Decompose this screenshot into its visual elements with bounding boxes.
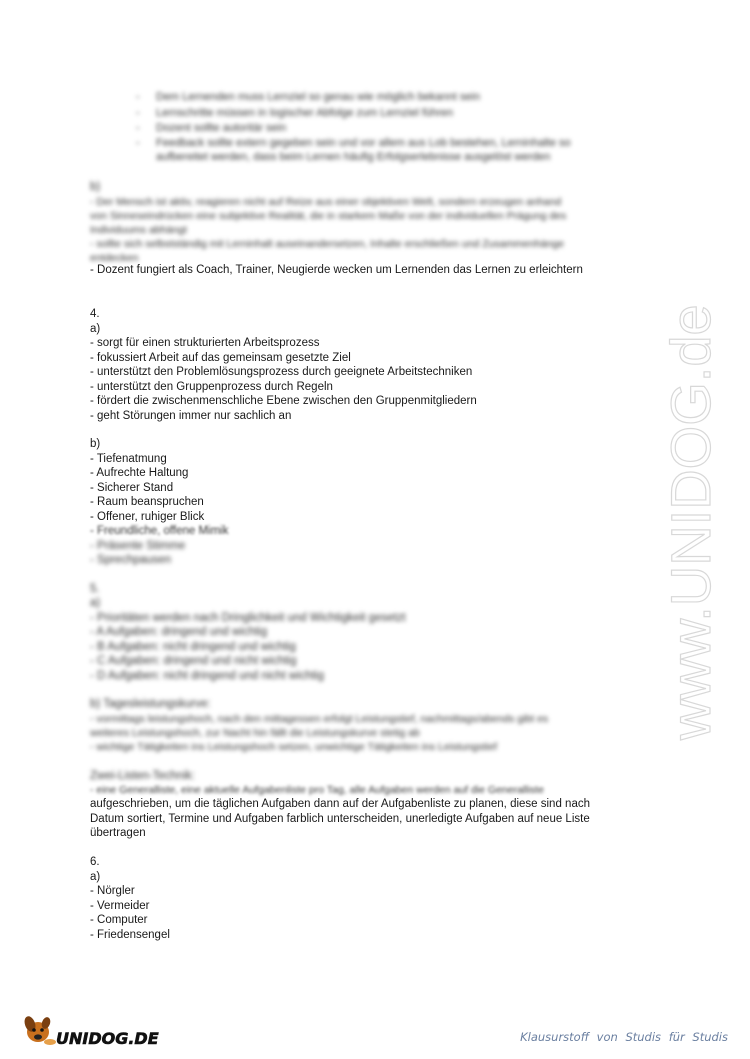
q4-a-item-5: - fördert die zwischenmenschliche Ebene zwischen den Gruppenmitgliedern [90, 395, 477, 407]
top-bullet-1: - Dem Lernenden muss Lernziel so genau wie möglich bekannt sein [136, 91, 481, 103]
q6-a-item-2: - Vermeider [90, 900, 150, 912]
q5-a-item-5: - D Aufgaben: nicht dringend und nicht wichtig [90, 670, 324, 682]
top-bullet-3: - Dozent sollte autoritär sein [136, 122, 287, 134]
footer-tagline: Klausurstoff von Studis für Studis [520, 1030, 728, 1044]
q4-a-item-1: - sorgt für einen strukturierten Arbeitsprozess [90, 337, 320, 349]
q5-two-list-line-3: Datum sortiert, Termine und Aufgaben farblich unterscheiden, unerledigte Aufgaben auf neue Liste [90, 813, 590, 825]
q5-b-line-2: weiteres Leistungshoch, zur Nacht hin fällt die Leistungskurve stetig ab [90, 727, 420, 739]
q5-a-label: a) [90, 597, 101, 609]
q5-b-line-3: - wichtige Tätigkeiten ins Leistungshoch setzen, unwichtige Tätigkeiten ins Leistungstief [90, 741, 498, 753]
section-b-line-2: - Der Mensch ist aktiv, reagieren nicht auf Reize aus einer objektiven Welt, sondern erzeugen anhand [90, 196, 562, 208]
unidog-logo [20, 1008, 160, 1050]
q4-b-item-7: - Präsente Stimme [90, 540, 186, 552]
q5-two-list-line-4: übertragen [90, 827, 146, 839]
q4-b-item-6: - Freundliche, offene Mimik [90, 525, 229, 537]
q4-b-item-3: - Sicherer Stand [90, 482, 174, 494]
section-b-line-3: von Sinneseindrücken eine subjektive Realität, die in starkem Maße von der individuellen Prägung des [90, 210, 567, 222]
q5-a-item-4: - C Aufgaben: dringend und nicht wichtig [90, 655, 297, 667]
q4-b-item-8: - Sprechpausen [90, 554, 172, 566]
section-b-line-1: b) [90, 181, 101, 193]
q6-a-item-1: - Nörgler [90, 885, 135, 897]
q4-b-item-5: - Offener, ruhiger Blick [90, 511, 205, 523]
q5-b-heading: b) Tagesleistungskurve: [90, 698, 211, 710]
q4-b-label: b) [90, 438, 101, 450]
section-b-line-6: entdecken [90, 252, 139, 264]
section-b-line-5: - sollte sich selbstständig mit Lerninhalt auseinandersetzen, Inhalte erschließen und Zusammenhänge [90, 238, 564, 250]
logo-text: UNIDOG.DE [56, 1029, 159, 1048]
q6-a-item-4: - Friedensengel [90, 929, 170, 941]
q4-b-item-4: - Raum beanspruchen [90, 496, 204, 508]
q4-a-item-4: - unterstützt den Gruppenprozess durch Regeln [90, 381, 333, 393]
q6-a-item-3: - Computer [90, 914, 148, 926]
q5-two-list-heading: Zwei-Listen-Technik: [90, 770, 195, 782]
q5-b-line-1: - vormittags leistungshoch, nach den mittagessen erfolgt Leistungstief, nachmittags/abends gibt es [90, 713, 549, 725]
watermark [652, 250, 732, 750]
q6-a-label: a) [90, 871, 101, 883]
q4-a-label: a) [90, 323, 101, 335]
q4-a-item-6: - geht Störungen immer nur sachlich an [90, 410, 292, 422]
watermark-text: www.UNIDOG.de [659, 304, 722, 740]
q4-b-item-1: - Tiefenatmung [90, 453, 167, 465]
section-b-line-4: Individuums abhängt [90, 224, 187, 236]
q4-b-item-2: - Aufrechte Haltung [90, 467, 189, 479]
q4-a-item-2: - fokussiert Arbeit auf das gemeinsam gesetzte Ziel [90, 352, 351, 364]
top-bullet-4-cont: aufbereitet werden, dass beim Lernen häufig Erfolgserlebnisse ausgelöst werden [156, 151, 551, 163]
q5-a-item-2: - A Aufgaben: dringend und wichtig [90, 626, 268, 638]
q5-two-list-line-1: - eine Generalliste, eine aktuelle Aufgabenliste pro Tag, alle Aufgaben werden auf die Generalliste [90, 784, 544, 796]
q4-a-item-3: - unterstützt den Problemlösungsprozess durch geeignete Arbeitstechniken [90, 366, 473, 378]
q5-a-item-3: - B Aufgaben: nicht dringend und wichtig [90, 641, 296, 653]
q5-number: 5. [90, 583, 100, 595]
q5-a-item-1: - Prioritäten werden nach Dringlichkeit und Wichtigkeit gesetzt [90, 612, 406, 624]
q5-two-list-line-2: aufgeschrieben, um die täglichen Aufgaben dann auf der Aufgabenliste zu planen, diese sind nach [90, 798, 590, 810]
top-bullet-2: - Lernschritte müssen in logischer Abfolge zum Lernziel führen [136, 107, 454, 119]
q4-number: 4. [90, 308, 100, 320]
section-b-last-line: - Dozent fungiert als Coach, Trainer, Neugierde wecken um Lernenden das Lernen zu erleichtern [90, 264, 583, 276]
top-bullet-4: - Feedback sollte extern gegeben sein und vor allem aus Lob bestehen, Lerninhalte so [136, 137, 571, 149]
q6-number: 6. [90, 856, 100, 868]
